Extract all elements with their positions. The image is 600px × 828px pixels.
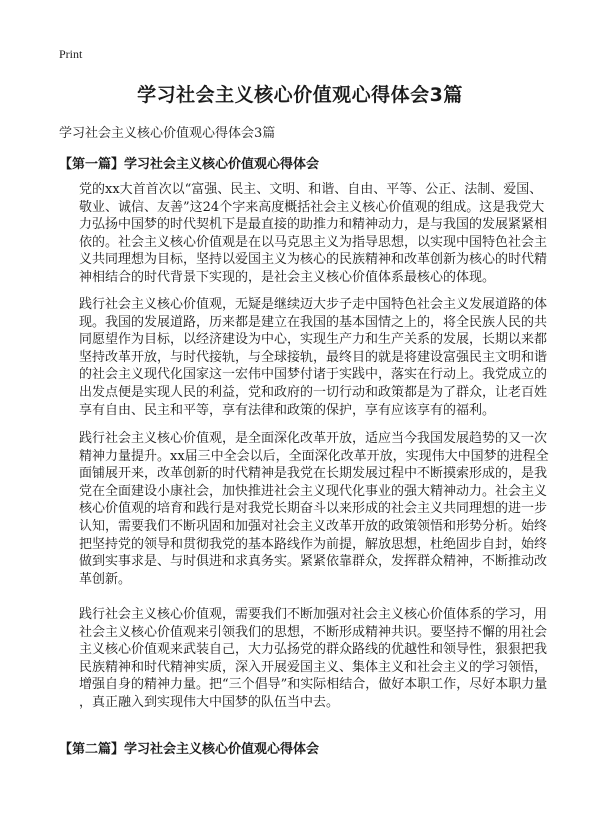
section-1-paragraph-2: 践行社会主义核心价值观，无疑是继续迈大步子走中国特色社会主义发展道路的体 现。我国的发展道路，历来都是建立在我国的基本国情之上的，将全民族人民的共 同愿望作为目标，以经济建设为中心，实现生产力和生产关系的发展，长期以来都 坚持改革开放，与时代接轨，与全球接轨，最终目的就是将建设富强民主文明和谐 的社会主义现代化国家这一宏伟中国梦付诸于实践中，落实在行动上。我党成立的 出发点便是实现人民的利益，党和政府的一切行动和政策都是为了群众，让老百姓 享有自由、民主和平等，享有法律和政策的保护，享有应该享有的福利。 (79, 297, 548, 418)
section-1-paragraph-1: 党的xx大首首次以“富强、民主、文明、和谐、自由、平等、公正、法制、爱国、 敬业、诚信、友善”这24个字来高度概括社会主义核心价值观的组成。这是我党大 力弘扬中国梦的时代契机下是最直接的助推力和精神动力，是与我国的发展紧紧相 依的。社会主义核心价值观是在以马克思主义为指导思想，以实现中国特色社会主 义共同理想为目标，坚持以爱国主义为核心的民族精神和改革创新为核心的时代精 神相结合的时代背景下实现的，是社会主义核心价值体系最核心的体现。 (79, 182, 548, 285)
print-link[interactable]: Print (59, 47, 83, 61)
page-title: 学习社会主义核心价值观心得体会3篇 (137, 84, 463, 106)
section-heading-2: 【第二篇】学习社会主义核心价值观心得体会 (59, 742, 320, 757)
section-heading-1: 【第一篇】学习社会主义核心价值观心得体会 (59, 157, 320, 172)
section-1-paragraph-3: 践行社会主义核心价值观，是全面深化改革开放，适应当今我国发展趋势的又一次 精神力量提升。xx届三中全会以后，全面深化改革开放，实现伟大中国梦的进程全 面铺展开来，改革创新的时代精神是我党在长期发展过程中不断摸索形成的，是我 党在全面建设小康社会，加快推进社会主义现代化事业的强大精神动力。社会主义 核心价值观的培育和践行是对我党长期奋斗以来形成的社会主义共同理想的进一步 认知，需要我们不断巩固和加强对社会主义改革开放的政策领悟和形势分析。始终 把坚持党的领导和贯彻我党的基本路线作为前提，解放思想，杜绝固步自封，始终 做到实事求是、与时俱进和求真务实。紧紧依靠群众，发挥群众精神，不断推动改 革创新。 (79, 431, 549, 587)
section-1-paragraph-4: 践行社会主义核心价值观，需要我们不断加强对社会主义核心价值体系的学习，用 社会主义核心价值观来引领我们的思想，不断形成精神共识。要坚持不懈的用社会 主义核心价值观来武装自己，大力弘扬党的群众路线的优越性和领导性，狠狠把我 民族精神和时代精神实质，深入开展爱国主义、集体主义和社会主义的学习领悟， 增强自身的精神力量。把“三个倡导”和实际相结合，做好本职工作，尽好本职力量 ，真正融入到实现伟大中国梦的队伍当中去。 (79, 607, 548, 710)
document-subtitle: 学习社会主义核心价值观心得体会3篇 (59, 126, 276, 141)
